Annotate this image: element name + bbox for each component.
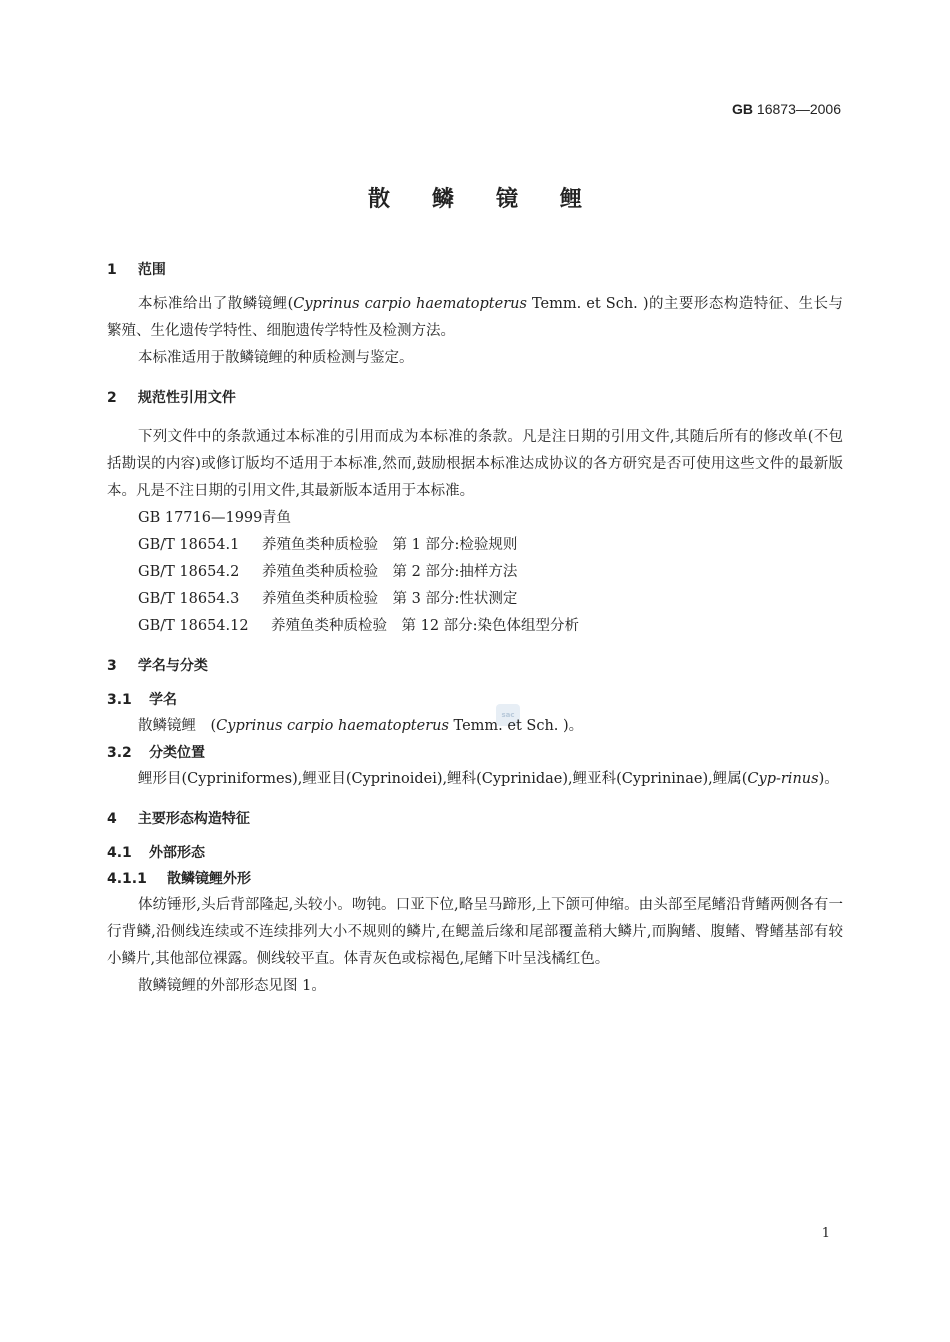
section-title: 规范性引用文件 xyxy=(137,390,236,406)
section-number: 4 xyxy=(107,811,117,827)
paragraph: 本标准给出了散鳞镜鲤(Cyprinus carpio haematopterus Temm. et Sch. )的主要形态构造特征、生长与繁殖、生化遗传学特性、细胞遗传学特性及检测方法。 xyxy=(107,296,843,339)
paragraph: 鲤形目(Cypriniformes),鲤亚目(Cyprinoidei),鲤科(Cyprinidae),鲤亚科(Cyprininae),鲤属(Cyp-rinus)。 xyxy=(138,771,839,787)
latin-name: Cyprinus carpio haematopterus xyxy=(216,718,449,734)
subsection-4-1-heading: 4.1 外部形态 xyxy=(107,845,205,861)
paragraph: 本标准适用于散鳞镜鲤的种质检测与鉴定。 xyxy=(138,350,414,366)
standard-code-prefix: GB xyxy=(732,101,754,117)
document-body xyxy=(107,257,843,1000)
paragraph: 散鳞镜鲤 (Cyprinus carpio haematopterus Temm. et Sch. )。 xyxy=(138,718,584,734)
section-4-heading xyxy=(107,806,843,832)
page-title: 散鳞镜鲤 xyxy=(367,187,624,212)
paragraph: 散鳞镜鲤的外部形态见图 1。 xyxy=(138,978,326,994)
reference-item: GB/T 18654.2 养殖鱼类种质检验 第 2 部分:抽样方法 xyxy=(138,564,518,580)
section-number: 2 xyxy=(107,390,117,406)
reference-item: GB 17716—1999青鱼 xyxy=(138,510,291,526)
subsection-4-1-1-heading: 4.1.1 散鳞镜鲤外形 xyxy=(107,871,251,887)
section-number: 1 xyxy=(107,262,117,278)
reference-item: GB/T 18654.1 养殖鱼类种质检验 第 1 部分:检验规则 xyxy=(138,537,518,553)
section-1-heading xyxy=(107,257,843,283)
section-number: 3 xyxy=(107,658,117,674)
latin-name: Cyp-rinus xyxy=(747,771,819,787)
paragraph: 下列文件中的条款通过本标准的引用而成为本标准的条款。凡是注日期的引用文件,其随后所有的修改单(不包括勘误的内容)或修订版均不适用于本标准,然而,鼓励根据本标准达成协议的各方研究是否可使用这些文件的最新版本。凡是不注日期的引用文件,其最新版本适用于本标准。 xyxy=(107,429,843,499)
section-title: 学名与分类 xyxy=(137,658,208,674)
reference-item: GB/T 18654.12 养殖鱼类种质检验 第 12 部分:染色体组型分析 xyxy=(138,618,580,634)
section-2-heading xyxy=(107,385,843,411)
section-3-heading xyxy=(107,653,843,679)
subsection-3-2-heading: 3.2 分类位置 xyxy=(107,745,205,761)
section-title: 范围 xyxy=(137,262,166,278)
paragraph: 体纺锤形,头后背部隆起,头较小。吻钝。口亚下位,略呈马蹄形,上下颌可伸缩。由头部至尾鳍沿背鳍两侧各有一行背鳞,沿侧线连续或不连续排列大小不规则的鳞片,在鳃盖后缘和尾部覆盖稍大鳞片,而胸鳍、腹鳍、臀鳍基部有较小鳞片,其他部位裸露。侧线较平直。体青灰色或棕褐色,尾鳍下叶呈浅橘红色。 xyxy=(107,897,843,967)
subsection-3-1-heading: 3.1 学名 xyxy=(107,692,177,708)
standard-code xyxy=(732,101,841,117)
reference-item: GB/T 18654.3 养殖鱼类种质检验 第 3 部分:性状测定 xyxy=(138,591,518,607)
section-title: 主要形态构造特征 xyxy=(137,811,250,827)
page-number: 1 xyxy=(821,1226,830,1241)
sac-watermark-logo: sac xyxy=(496,704,520,726)
latin-name: Cyprinus carpio haematopterus xyxy=(293,296,527,312)
standard-code-number: 16873—2006 xyxy=(756,101,841,117)
